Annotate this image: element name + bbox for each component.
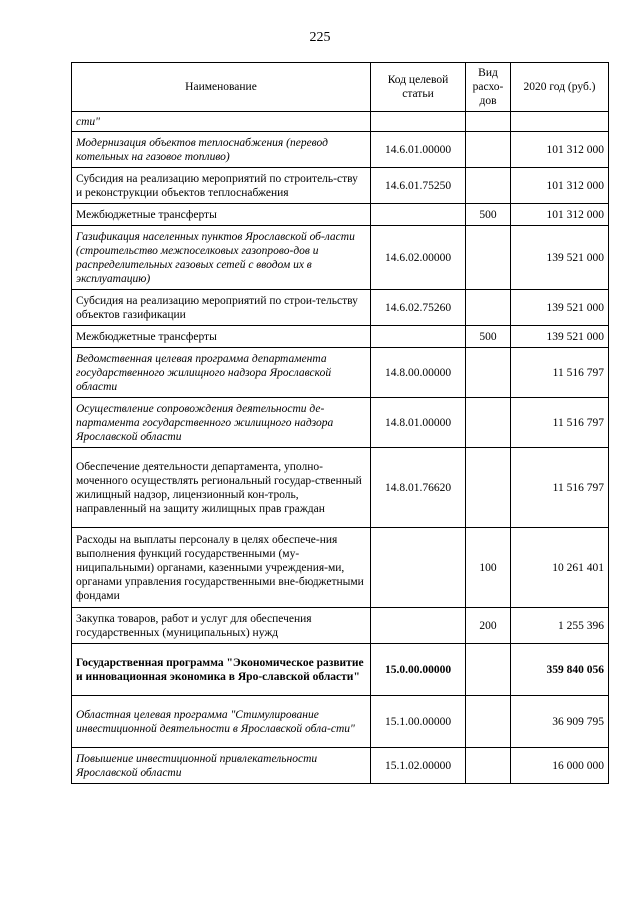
table-row: [72, 748, 609, 784]
cell-name: Модернизация объектов теплоснабжения (перевод котельных на газовое топливо): [72, 132, 371, 168]
cell-kind: [466, 448, 511, 528]
cell-code: [371, 528, 466, 608]
cell-sum: 139 521 000: [511, 326, 609, 348]
table-row: [72, 608, 609, 644]
cell-sum: 139 521 000: [511, 290, 609, 326]
cell-name: Обеспечение деятельности департамента, уполно-моченного осуществлять региональный государ-ственный жилищный надзор, лицензионный кон-троль, направленный на защиту жилищных прав граждан: [72, 448, 371, 528]
table-row: [72, 326, 609, 348]
cell-code: 14.8.00.00000: [371, 348, 466, 398]
cell-kind: 500: [466, 326, 511, 348]
cell-code: 14.6.02.75260: [371, 290, 466, 326]
cell-name: Повышение инвестиционной привлекательности Ярославской области: [72, 748, 371, 784]
cell-code: 14.6.02.00000: [371, 226, 466, 290]
table-row: [72, 644, 609, 696]
cell-code: [371, 204, 466, 226]
header-sum: 2020 год (руб.): [511, 63, 609, 112]
cell-name: Субсидия на реализацию мероприятий по строи-тельству объектов газификации: [72, 290, 371, 326]
cell-kind: 200: [466, 608, 511, 644]
cell-name: Субсидия на реализацию мероприятий по строитель-ству и реконструкции объектов теплоснабжения: [72, 168, 371, 204]
header-code: Код целевой статьи: [371, 63, 466, 112]
cell-name: Государственная программа "Экономическое развитие и инновационная экономика в Яро-славской области": [72, 644, 371, 696]
cell-code: 14.8.01.76620: [371, 448, 466, 528]
cell-code: 14.6.01.00000: [371, 132, 466, 168]
cell-code: 15.0.00.00000: [371, 644, 466, 696]
cell-code: 14.6.01.75250: [371, 168, 466, 204]
table-header-row: [72, 63, 609, 112]
cell-name: Газификация населенных пунктов Ярославской об-ласти (строительство межпоселковых газопрово-дов и распределительных газовых сетей с вводом их в эксплуатацию): [72, 226, 371, 290]
cell-code: 14.8.01.00000: [371, 398, 466, 448]
cell-kind: [466, 132, 511, 168]
table-row: [72, 448, 609, 528]
cell-kind: [466, 348, 511, 398]
header-name: Наименование: [72, 63, 371, 112]
cell-kind: [466, 398, 511, 448]
cell-sum: 16 000 000: [511, 748, 609, 784]
cell-kind: [466, 290, 511, 326]
cell-sum: 359 840 056: [511, 644, 609, 696]
cell-sum: 101 312 000: [511, 132, 609, 168]
cell-sum: 36 909 795: [511, 696, 609, 748]
cell-name: Межбюджетные трансферты: [72, 326, 371, 348]
cell-kind: [466, 696, 511, 748]
cell-name: Областная целевая программа "Стимулирование инвестиционной деятельности в Ярославской обла-сти": [72, 696, 371, 748]
table-row: [72, 132, 609, 168]
cell-name: Осуществление сопровождения деятельности де-партамента государственного жилищного надзора Ярославской области: [72, 398, 371, 448]
cell-sum: 101 312 000: [511, 204, 609, 226]
header-kind: Вид расхо-дов: [466, 63, 511, 112]
cell-code: [371, 608, 466, 644]
cell-kind: [466, 748, 511, 784]
cell-sum: 139 521 000: [511, 226, 609, 290]
cell-name: Закупка товаров, работ и услуг для обеспечения государственных (муниципальных) нужд: [72, 608, 371, 644]
cell-code: 15.1.00.00000: [371, 696, 466, 748]
table-row: [72, 398, 609, 448]
budget-table: [71, 62, 609, 784]
cell-sum: 1 255 396: [511, 608, 609, 644]
cell-name: Межбюджетные трансферты: [72, 204, 371, 226]
cell-kind: [466, 644, 511, 696]
cell-kind: [466, 168, 511, 204]
cell-sum: 10 261 401: [511, 528, 609, 608]
table-row: [72, 290, 609, 326]
cell-name: Ведомственная целевая программа департамента государственного жилищного надзора Ярославской области: [72, 348, 371, 398]
cell-sum: 11 516 797: [511, 398, 609, 448]
table-row: [72, 112, 609, 132]
table-row: [72, 226, 609, 290]
cell-sum: [511, 112, 609, 132]
cell-code: [371, 326, 466, 348]
page-number: 225: [309, 30, 331, 45]
cell-code: [371, 112, 466, 132]
cell-sum: 11 516 797: [511, 448, 609, 528]
cell-sum: 101 312 000: [511, 168, 609, 204]
cell-kind: 100: [466, 528, 511, 608]
cell-kind: [466, 226, 511, 290]
cell-sum: 11 516 797: [511, 348, 609, 398]
table-row: [72, 204, 609, 226]
table-row: [72, 528, 609, 608]
cell-code: 15.1.02.00000: [371, 748, 466, 784]
table-row: [72, 696, 609, 748]
cell-name: Расходы на выплаты персоналу в целях обеспече-ния выполнения функций государственными (му-ниципальными) органами, казенными учреждения-ми, органами управления государственными вне-бюджетными фондами: [72, 528, 371, 608]
cell-kind: [466, 112, 511, 132]
table-row: [72, 168, 609, 204]
table-row: [72, 348, 609, 398]
table-body: [72, 112, 609, 784]
cell-name: сти": [72, 112, 371, 132]
cell-kind: 500: [466, 204, 511, 226]
